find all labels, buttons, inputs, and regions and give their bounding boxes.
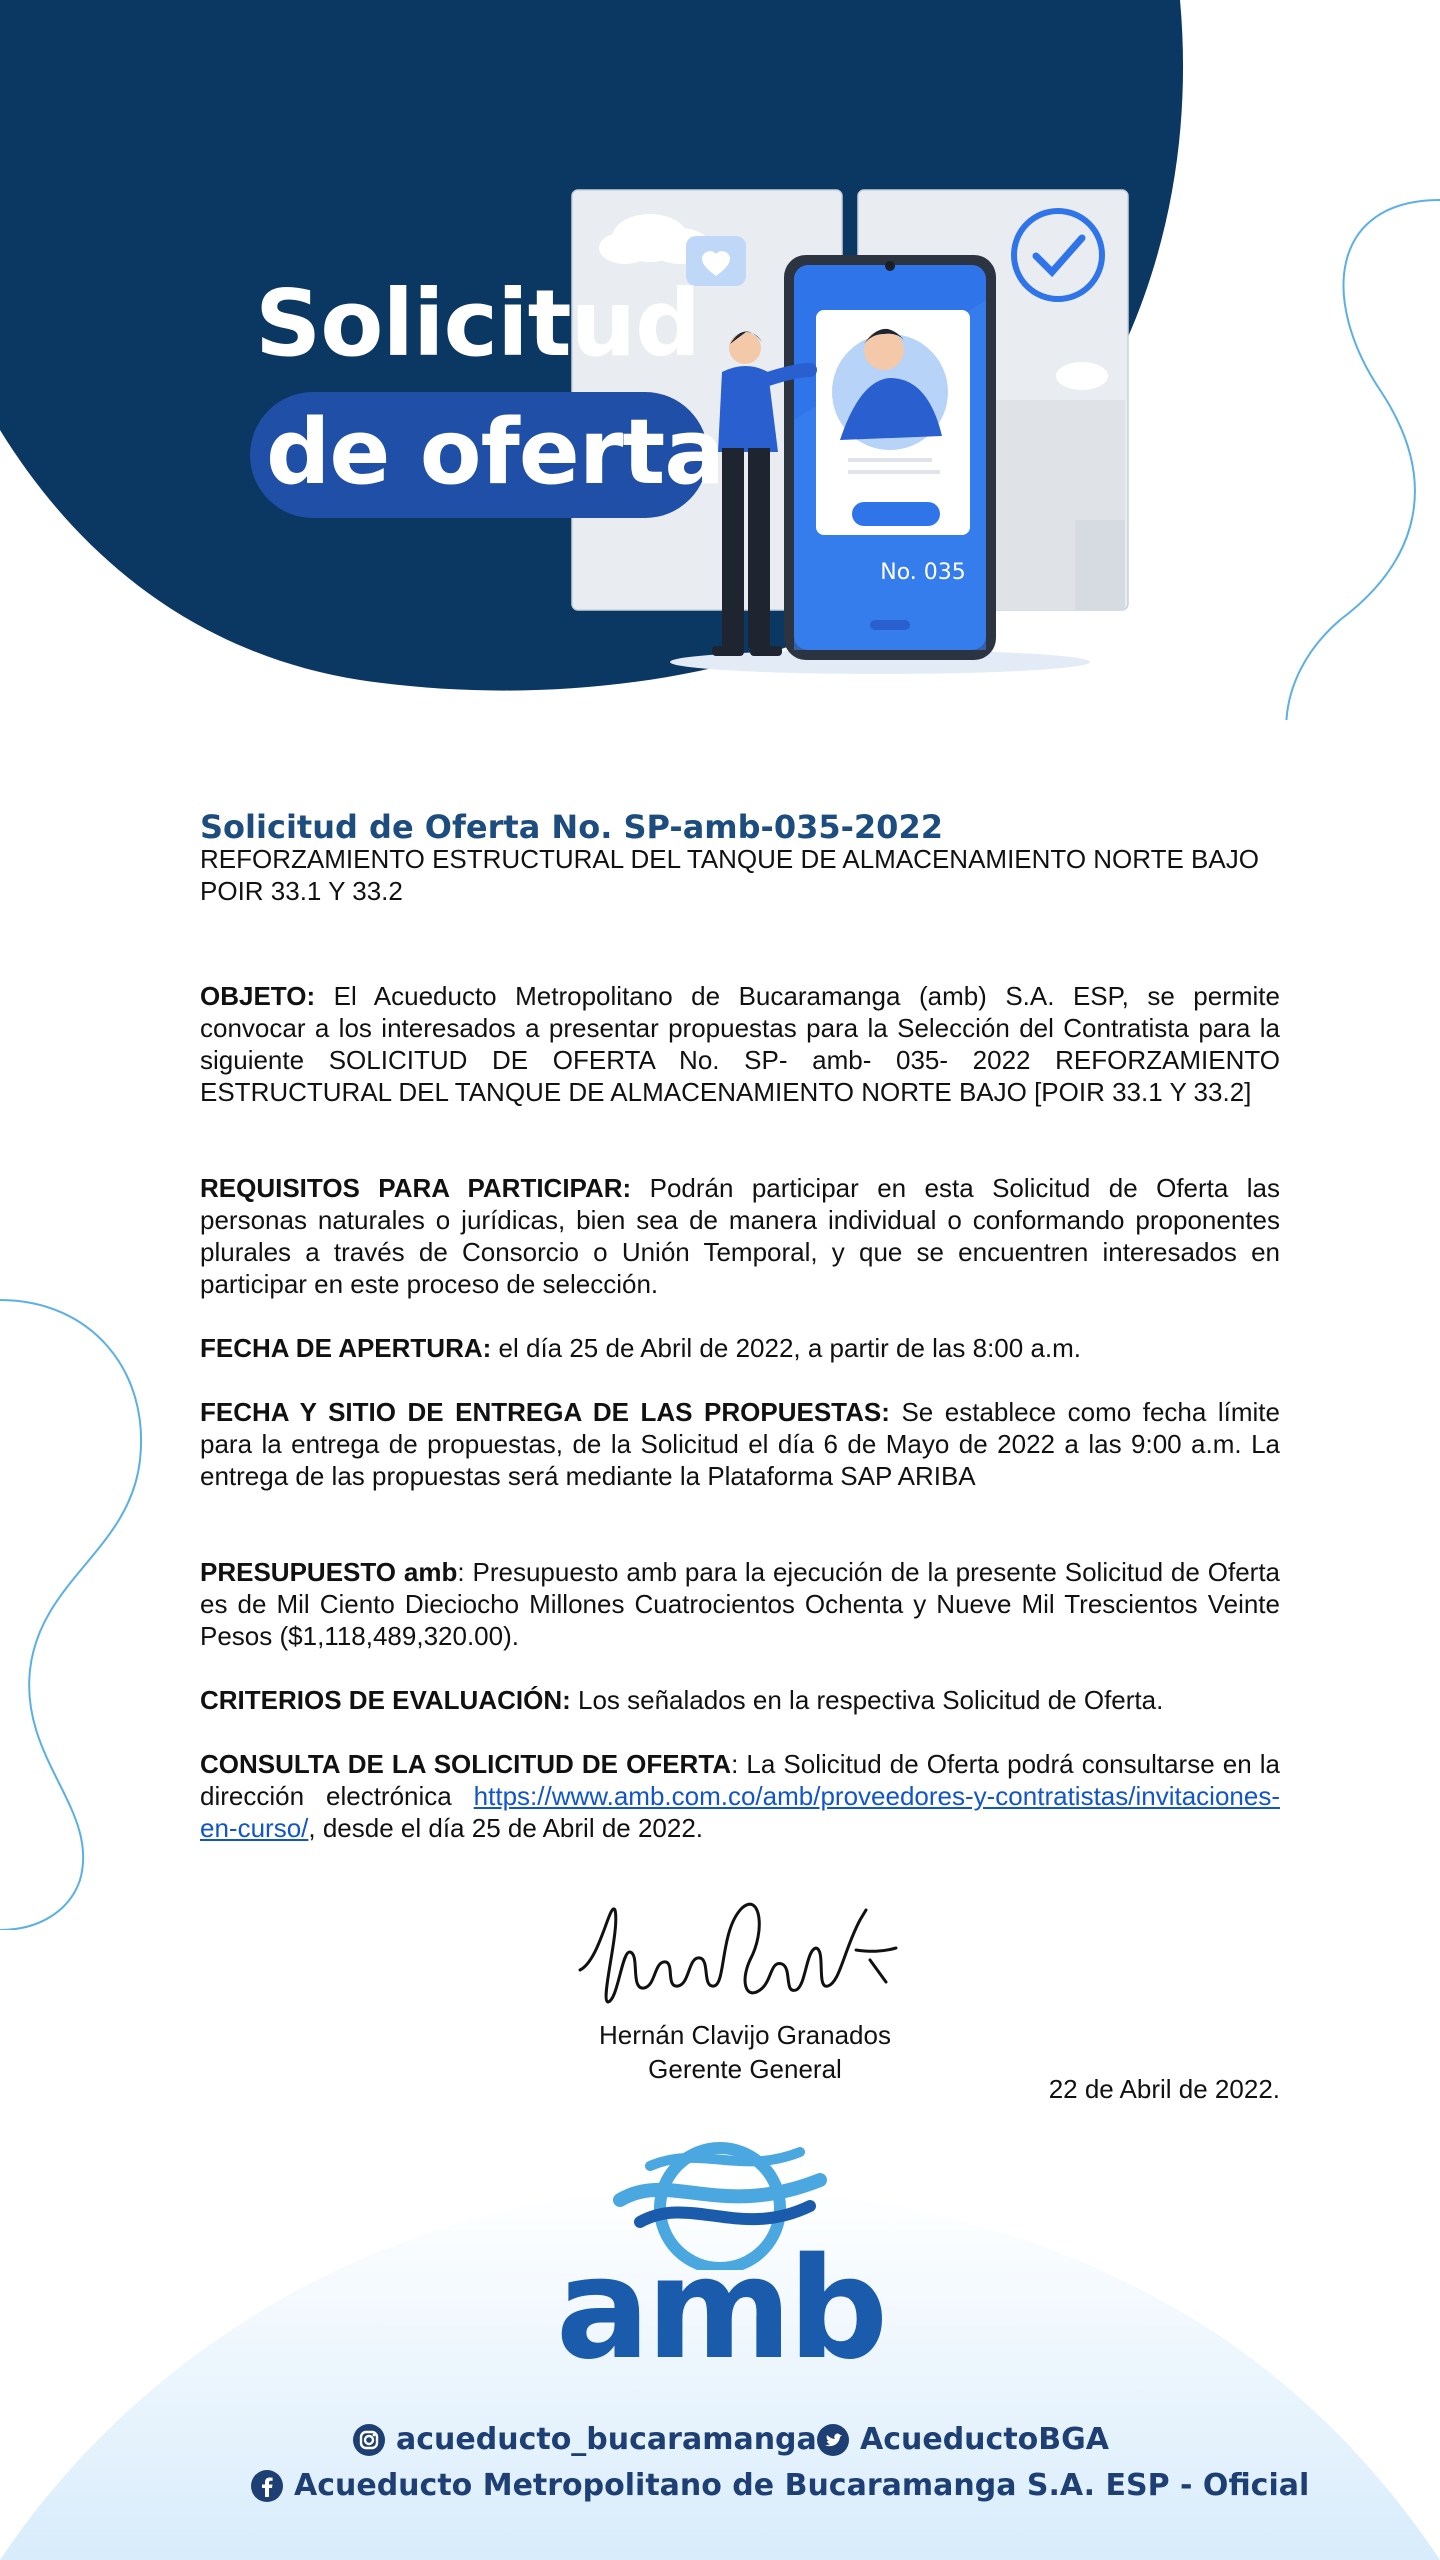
hero-background: [0, 0, 1440, 720]
section-label: PRESUPUESTO amb: [200, 1557, 458, 1587]
section-text: Se establece como fecha límite para la entrega de propuestas, de la Solicitud el día 6 de Mayo de 2022 a las 9:00 a.m. La entrega de las propuestas será mediante la Plataforma SAP ARIBA: [200, 1397, 1280, 1491]
section-label: FECHA DE APERTURA:: [200, 1333, 492, 1363]
section-label: OBJETO:: [200, 981, 316, 1011]
phone-label: No. 035: [880, 560, 966, 585]
section-text-after: , desde el día 25 de Abril de 2022.: [308, 1813, 704, 1843]
instagram-label: acueducto_bucaramanga: [396, 2422, 817, 2457]
twitter-label: AcueductoBGA: [860, 2422, 1109, 2457]
twitter-icon: [816, 2423, 850, 2457]
facebook-icon: [250, 2469, 284, 2503]
left-decorative-curve: [0, 1290, 160, 1930]
document-title: Solicitud de Oferta No. SP-amb-035-2022: [200, 808, 943, 846]
document-subtitle: REFORZAMIENTO ESTRUCTURAL DEL TANQUE DE ALMACENAMIENTO NORTE BAJO POIR 33.1 Y 33.2: [200, 844, 1259, 906]
section-fecha-apertura: [200, 1332, 1280, 1364]
section-text: el día 25 de Abril de 2022, a partir de las 8:00 a.m.: [491, 1333, 1082, 1363]
section-consulta: [200, 1748, 1280, 1844]
section-objeto: [200, 980, 1280, 1108]
document-date: 22 de Abril de 2022.: [1048, 2074, 1280, 2104]
amb-logo-text: amb: [555, 2228, 885, 2391]
section-label: REQUISITOS PARA PARTICIPAR:: [200, 1173, 632, 1203]
facebook-label: Acueducto Metropolitano de Bucaramanga S.A. ESP - Oficial: [294, 2468, 1310, 2503]
hero-subtitle: de oferta: [266, 400, 724, 505]
section-text: El Acueducto Metropolitano de Bucaramanga (amb) S.A. ESP, se permite convocar a los interesados a presentar propuestas para la Selección del Contratista para la siguiente SOLICITUD DE OFERTA No. SP- amb- 035- 2022 REFORZAMIENTO ESTRUCTURAL DEL TANQUE DE ALMACENAMIENTO NORTE BAJO [POIR 33.1 Y 33.2]: [200, 981, 1280, 1107]
section-label: CRITERIOS DE EVALUACIÓN:: [200, 1685, 571, 1715]
facebook-page[interactable]: [250, 2468, 1309, 2503]
hero-title: Solicitud: [255, 270, 700, 377]
signer-role: Gerente General: [648, 2054, 842, 2084]
section-criterios: [200, 1684, 1280, 1716]
handwritten-signature: [570, 1890, 910, 2020]
section-text: : Presupuesto amb para la ejecución de la presente Solicitud de Oferta es de Mil Ciento Dieciocho Millones Cuatrocientos Ochenta y Nueve Mil Trescientos Veinte Pesos ($1,118,489,320.00).: [200, 1557, 1281, 1651]
signer-name: Hernán Clavijo Granados: [599, 2020, 891, 2050]
section-presupuesto: [200, 1556, 1280, 1652]
section-text: Los señalados en la respectiva Solicitud de Oferta.: [570, 1685, 1164, 1715]
section-fecha-entrega: [200, 1396, 1280, 1492]
section-label: FECHA Y SITIO DE ENTREGA DE LAS PROPUESTAS:: [200, 1397, 890, 1427]
instagram-handle[interactable]: [352, 2422, 817, 2457]
section-label: CONSULTA DE LA SOLICITUD DE OFERTA: [200, 1749, 732, 1779]
consulta-link[interactable]: https://www.amb.com.co/amb/proveedores-y-contratistas/invitaciones-en-curso/: [200, 1781, 1280, 1843]
twitter-handle[interactable]: [816, 2422, 1109, 2457]
section-text: : La Solicitud de Oferta podrá consultarse en la dirección electrónica: [200, 1749, 1280, 1811]
section-requisitos: [200, 1172, 1280, 1300]
instagram-icon: [352, 2423, 386, 2457]
section-text: Podrán participar en esta Solicitud de Oferta las personas naturales o jurídicas, bien sea de manera individual o conformando proponentes plurales a través de Consorcio o Unión Temporal, y que se encuentren interesados en participar en este proceso de selección.: [200, 1173, 1280, 1299]
